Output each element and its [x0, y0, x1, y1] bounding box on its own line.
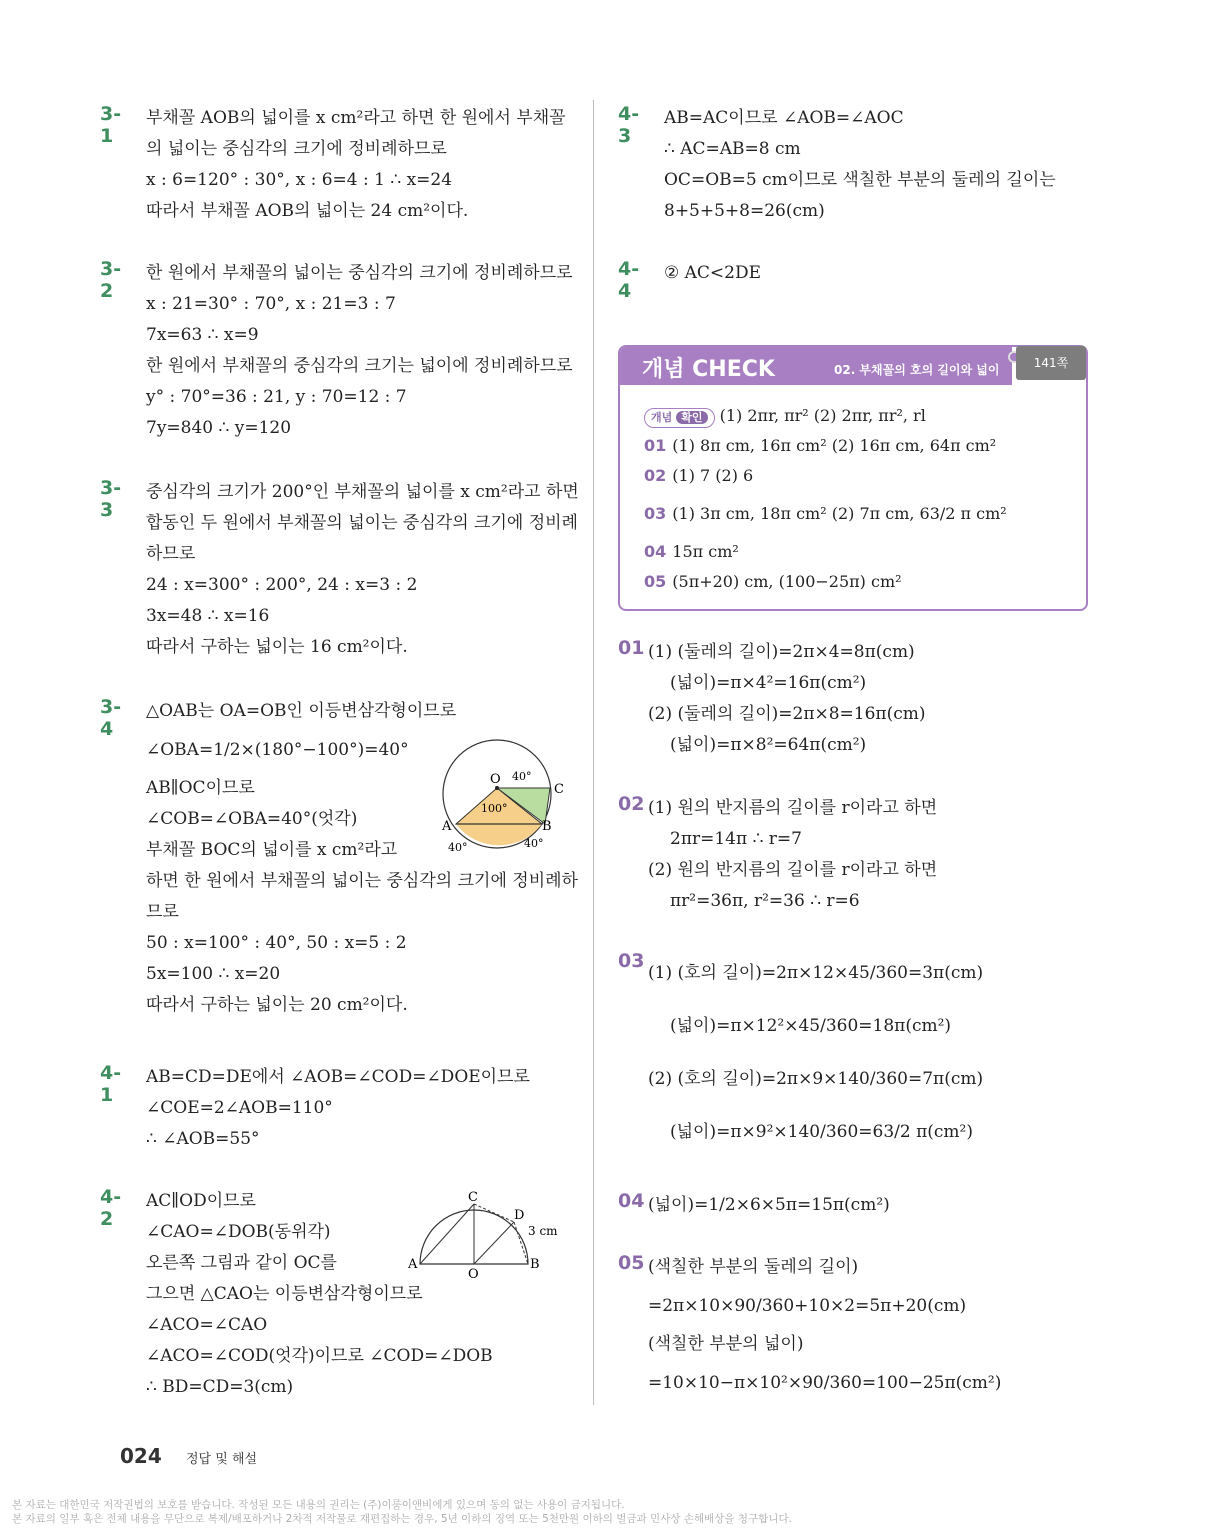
- concept-check-subtitle: 02. 부채꼴의 호의 길이와 넓이: [834, 363, 1000, 377]
- problem-number: 4-3: [618, 103, 640, 147]
- check-item-number: 04: [644, 542, 667, 561]
- solution-line: 따라서 구하는 넓이는 20 cm²이다.: [146, 995, 408, 1015]
- solution-line: 2πr=14π ∴ r=7: [670, 829, 802, 849]
- label-angle-b: 40°: [524, 837, 544, 850]
- solution-line: ∠COB=∠OBA=40°(엇각): [146, 809, 358, 829]
- solution-line: (1) 원의 반지름의 길이를 r이라고 하면: [648, 798, 938, 818]
- solution-line: ∠COE=2∠AOB=110°: [146, 1098, 333, 1118]
- solution-line: 오른쪽 그림과 같이 OC를: [146, 1253, 337, 1273]
- segment-cd: [474, 1204, 514, 1222]
- solution-line: ② AC<2DE: [664, 263, 762, 283]
- solution-line: πr²=36π, r²=36 ∴ r=6: [670, 891, 860, 911]
- problem-number: 05: [618, 1252, 645, 1274]
- solution-line: ∴ ∠AOB=55°: [146, 1129, 260, 1149]
- solution-line: x : 6=120° : 30°, x : 6=4 : 1 ∴ x=24: [146, 170, 453, 190]
- label-a: A: [442, 819, 452, 834]
- badge-label: 개념: [651, 411, 673, 424]
- copyright-line-2: 본 자료의 일부 혹은 전체 내용을 무단으로 복제/배포하거나 2차적 저작물로 재편집하는 경우, 5년 이하의 징역 또는 5천만원 이하의 벌금과 민사상 손해배상을 청구합니다.: [12, 1513, 792, 1525]
- label-b: B: [542, 819, 552, 834]
- check-item: [644, 491, 1007, 537]
- solution-line: 부채꼴 AOB의 넓이를 x cm²라고 하면 한 원에서 부채꼴: [146, 108, 566, 128]
- solution-line: OC=OB=5 cm이므로 색칠한 부분의 둘레의 길이는: [664, 170, 1056, 190]
- solution-line: (2) 원의 반지름의 길이를 r이라고 하면: [648, 860, 938, 880]
- check-item-number: 05: [644, 572, 667, 591]
- concept-check-box: [618, 345, 1088, 611]
- solution-line: 5x=100 ∴ x=20: [146, 964, 281, 984]
- badge-tag: 확인: [676, 411, 707, 424]
- check-item-number: 03: [644, 504, 667, 523]
- solution-line: ∴ AC=AB=8 cm: [664, 139, 801, 159]
- check-item-text: (1) 8π cm, 16π cm² (2) 16π cm, 64π cm²: [672, 436, 997, 455]
- check-item-text: (1) 3π cm, 18π cm² (2) 7π cm, 63/2 π cm²: [672, 504, 1007, 523]
- solution-line: ∠OBA=1/2×(180°−100°)=40°: [146, 740, 409, 760]
- copyright-line-1: 본 자료는 대한민국 저작권법의 보호를 받습니다. 작성된 모든 내용의 권리는 (주)이룸이앤비에게 있으며 동의 없는 사용이 금지됩니다.: [12, 1499, 625, 1511]
- label-a: A: [408, 1257, 418, 1272]
- solution-line: 합동인 두 원에서 부채꼴의 넓이는 중심각의 크기에 정비례: [146, 513, 578, 533]
- concept-check-header: [620, 347, 1012, 385]
- solution-line: (2) (호의 길이)=2π×9×140/360=7π(cm): [648, 1069, 984, 1089]
- solution-line: (1) (호의 길이)=2π×12×45/360=3π(cm): [648, 963, 984, 983]
- solution-line: 50 : x=100° : 40°, 50 : x=5 : 2: [146, 933, 407, 953]
- solution-line: AB=CD=DE에서 ∠AOB=∠COD=∠DOE이므로: [146, 1067, 530, 1087]
- label-length: 3 cm: [528, 1224, 558, 1238]
- segment-ac: [420, 1204, 474, 1264]
- solution-line: (넓이)=π×12²×45/360=18π(cm²): [670, 1016, 952, 1036]
- problem-number: 3-3: [100, 477, 122, 521]
- problem-number: 01: [618, 637, 645, 659]
- solution-line: 7x=63 ∴ x=9: [146, 325, 259, 345]
- concept-confirm-text: (1) 2πr, πr² (2) 2πr, πr², rl: [719, 406, 926, 425]
- footer-label: 정답 및 해설: [186, 1452, 258, 1467]
- solution-line: AB=AC이므로 ∠AOB=∠AOC: [664, 108, 904, 128]
- problem-number: 4-1: [100, 1062, 122, 1106]
- label-angle-a: 40°: [448, 841, 468, 854]
- solution-line: 한 원에서 부채꼴의 넓이는 중심각의 크기에 정비례하므로: [146, 263, 573, 283]
- solution-line: x : 21=30° : 70°, x : 21=3 : 7: [146, 294, 396, 314]
- label-angle-100: 100°: [481, 802, 508, 815]
- solution-line: (색칠한 부분의 넓이): [648, 1334, 804, 1354]
- label-d: D: [514, 1208, 525, 1223]
- solution-line: (넓이)=π×8²=64π(cm²): [670, 735, 867, 755]
- concept-check-title: 개념 CHECK: [642, 357, 775, 382]
- solution-line: 의 넓이는 중심각의 크기에 정비례하므로: [146, 139, 447, 159]
- solution-line: 3x=48 ∴ x=16: [146, 606, 270, 626]
- solution-line: 8+5+5+8=26(cm): [664, 201, 825, 221]
- solution-line: 따라서 구하는 넓이는 16 cm²이다.: [146, 637, 408, 657]
- solution-line: (넓이)=π×9²×140/360=63/2 π(cm²): [670, 1122, 973, 1142]
- solution-line: 하면 한 원에서 부채꼴의 넓이는 중심각의 크기에 정비례하: [146, 871, 578, 891]
- problem-number: 3-1: [100, 103, 122, 147]
- problem-number: 3-2: [100, 258, 122, 302]
- label-angle-top: 40°: [512, 770, 532, 783]
- label-c: C: [554, 782, 564, 797]
- label-b: B: [530, 1257, 540, 1272]
- solution-line: 그으면 △CAO는 이등변삼각형이므로: [146, 1284, 423, 1304]
- problem-number: 3-4: [100, 696, 122, 740]
- solution-line: 한 원에서 부채꼴의 중심각의 크기는 넓이에 정비례하므로: [146, 356, 573, 376]
- check-item-text: (5π+20) cm, (100−25π) cm²: [672, 572, 902, 591]
- label-o: O: [468, 1267, 479, 1280]
- solution-line: 중심각의 크기가 200°인 부채꼴의 넓이를 x cm²라고 하면: [146, 482, 579, 502]
- check-item: [644, 461, 1007, 491]
- solution-line: ∠CAO=∠DOB(동위각): [146, 1222, 331, 1242]
- concept-confirm-badge: [644, 408, 715, 428]
- problem-number: 4-2: [100, 1186, 122, 1230]
- solution-line: (2) (둘레의 길이)=2π×8=16π(cm): [648, 704, 926, 724]
- solution-line: ∠ACO=∠COD(엇각)이므로 ∠COD=∠DOB: [146, 1346, 493, 1366]
- check-item-text: 15π cm²: [672, 542, 739, 561]
- solution-line: △OAB는 OA=OB인 이등변삼각형이므로: [146, 701, 457, 721]
- solution-line: 므로: [146, 902, 179, 922]
- check-item-number: 02: [644, 466, 667, 485]
- problem-number: 4-4: [618, 258, 640, 302]
- check-item-text: (1) 7 (2) 6: [672, 466, 754, 485]
- problem-number: 03: [618, 950, 645, 972]
- solution-line: (넓이)=1/2×6×5π=15π(cm²): [648, 1195, 890, 1215]
- solution-line: ∴ BD=CD=3(cm): [146, 1377, 294, 1397]
- segment-db: [514, 1222, 528, 1264]
- solution-line: ∠ACO=∠CAO: [146, 1315, 268, 1335]
- solution-line: =2π×10×90/360+10×2=5π+20(cm): [648, 1296, 967, 1316]
- solution-line: AB∥OC이므로: [146, 778, 255, 798]
- label-o: O: [490, 772, 501, 787]
- solution-line: AC∥OD이므로: [146, 1191, 256, 1211]
- solution-line: =10×10−π×10²×90/360=100−25π(cm²): [648, 1373, 1002, 1393]
- problem-number: 02: [618, 793, 645, 815]
- solution-line: (색칠한 부분의 둘레의 길이): [648, 1257, 859, 1277]
- figure-3-4-circle-diagram: [432, 728, 572, 858]
- solution-line: 하므로: [146, 544, 196, 564]
- solution-line: y° : 70°=36 : 21, y : 70=12 : 7: [146, 387, 407, 407]
- solution-line: 7y=840 ∴ y=120: [146, 418, 292, 438]
- concept-confirm-line: [644, 401, 1007, 431]
- check-item-number: 01: [644, 436, 667, 455]
- page-number: 024: [120, 1444, 162, 1468]
- figure-4-2-semicircle-diagram: [404, 1188, 574, 1280]
- check-item: [644, 537, 1007, 567]
- page-reference: 141쪽: [1016, 346, 1086, 380]
- solution-line: 24 : x=300° : 200°, 24 : x=3 : 2: [146, 575, 418, 595]
- segment-od: [474, 1222, 514, 1264]
- label-c: C: [468, 1190, 478, 1205]
- solution-line: (1) (둘레의 길이)=2π×4=8π(cm): [648, 642, 915, 662]
- solution-line: 부채꼴 BOC의 넓이를 x cm²라고: [146, 840, 398, 860]
- column-divider: [593, 100, 594, 1405]
- check-item: [644, 431, 1007, 461]
- solution-line: 따라서 부채꼴 AOB의 넓이는 24 cm²이다.: [146, 201, 469, 221]
- check-item: [644, 567, 1007, 597]
- problem-number: 04: [618, 1190, 645, 1212]
- solution-line: (넓이)=π×4²=16π(cm²): [670, 673, 867, 693]
